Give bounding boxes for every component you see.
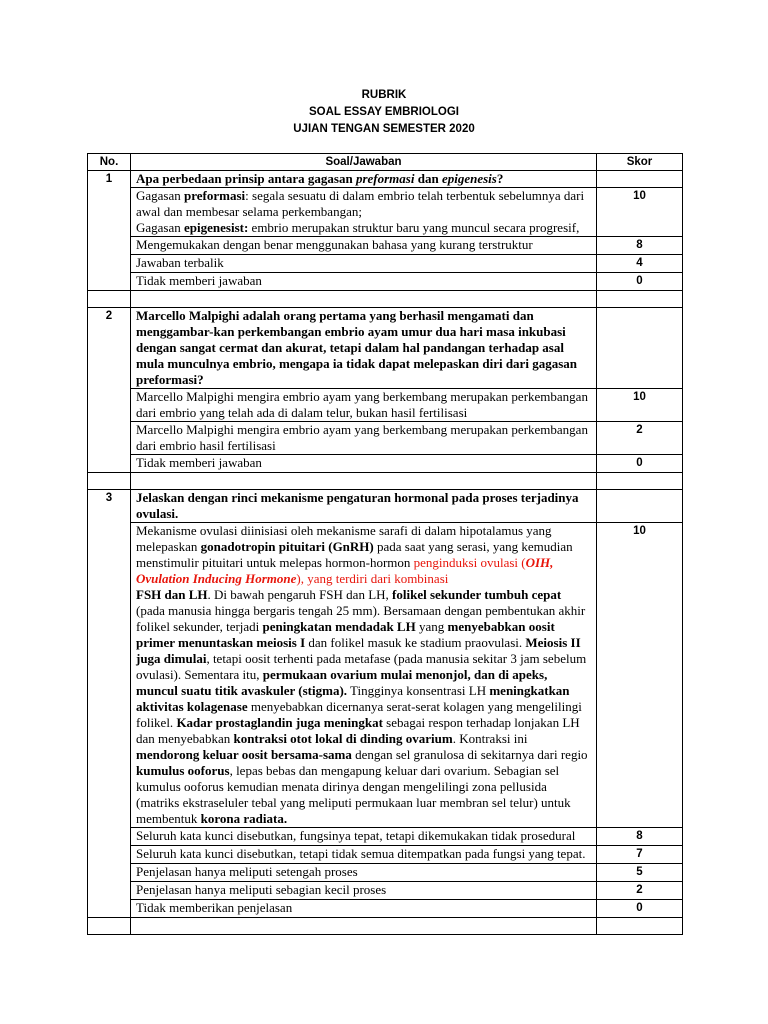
question-text: Apa perbedaan prinsip antara gagasan preformasi dan epigenesis? bbox=[131, 171, 597, 188]
answer-score: 0 bbox=[597, 455, 683, 473]
answer-row bbox=[88, 422, 683, 455]
answer-row bbox=[88, 523, 683, 828]
column-header-no: No. bbox=[88, 154, 131, 171]
question-row bbox=[88, 308, 683, 389]
answer-row bbox=[88, 273, 683, 291]
answer-row bbox=[88, 237, 683, 255]
table-header-row bbox=[88, 154, 683, 171]
answer-text: Mengemukakan dengan benar menggunakan bahasa yang kurang terstruktur bbox=[131, 237, 597, 255]
header-subtitle: SOAL ESSAY EMBRIOLOGI bbox=[309, 106, 459, 118]
column-header-skor: Skor bbox=[597, 154, 683, 171]
question-number: 2 bbox=[88, 308, 131, 473]
answer-text: Penjelasan hanya meliputi setengah proses bbox=[131, 864, 597, 882]
question-row bbox=[88, 490, 683, 523]
answer-text: Seluruh kata kunci disebutkan, tetapi tidak semua ditempatkan pada fungsi yang tepat. bbox=[131, 846, 597, 864]
answer-text: Tidak memberi jawaban bbox=[131, 273, 597, 291]
question-text: Jelaskan dengan rinci mekanisme pengaturan hormonal pada proses terjadinya ovulasi. bbox=[131, 490, 597, 523]
answer-score: 10 bbox=[597, 389, 683, 422]
answer-text: Penjelasan hanya meliputi sebagian kecil proses bbox=[131, 882, 597, 900]
answer-score: 4 bbox=[597, 255, 683, 273]
document-header bbox=[0, 87, 768, 138]
answer-row bbox=[88, 882, 683, 900]
answer-score: 10 bbox=[597, 523, 683, 828]
answer-row bbox=[88, 846, 683, 864]
answer-score: 0 bbox=[597, 273, 683, 291]
answer-score: 8 bbox=[597, 828, 683, 846]
question-text: Marcello Malpighi adalah orang pertama yang berhasil mengamati dan menggambar-kan perkembangan embrio ayam umur dua hari masa inkubasi dengan sangat cermat dan akurat, tetapi dalam hal pandangan terhadap asal mula munculnya embrio, mengapa ia tidak dapat melepaskan diri dari gagasan preformasi? bbox=[131, 308, 597, 389]
score-cell-empty bbox=[597, 171, 683, 188]
question-number: 1 bbox=[88, 171, 131, 291]
answer-text: Seluruh kata kunci disebutkan, fungsinya tepat, tetapi dikemukakan tidak prosedural bbox=[131, 828, 597, 846]
answer-score: 5 bbox=[597, 864, 683, 882]
header-title: RUBRIK bbox=[361, 89, 407, 101]
answer-row bbox=[88, 188, 683, 237]
rubric-table bbox=[87, 153, 683, 935]
answer-score: 7 bbox=[597, 846, 683, 864]
answer-row bbox=[88, 389, 683, 422]
answer-row bbox=[88, 255, 683, 273]
answer-text: Tidak memberikan penjelasan bbox=[131, 900, 597, 918]
answer-row bbox=[88, 900, 683, 918]
question-row bbox=[88, 171, 683, 188]
answer-row bbox=[88, 455, 683, 473]
answer-row bbox=[88, 828, 683, 846]
score-cell-empty bbox=[597, 490, 683, 523]
answer-text: Jawaban terbalik bbox=[131, 255, 597, 273]
answer-text: Gagasan preformasi: segala sesuatu di dalam embrio telah terbentuk sebelumnya dari awal dan membesar selama perkembangan; Gagasan epigenesist: embrio merupakan struktur baru yang muncul secara progresif, bbox=[131, 188, 597, 237]
answer-row bbox=[88, 864, 683, 882]
answer-text: Marcello Malpighi mengira embrio ayam yang berkembang merupakan perkembangan dari embrio yang telah ada di dalam telur, bukan hasil fertilisasi bbox=[131, 389, 597, 422]
answer-score: 2 bbox=[597, 882, 683, 900]
answer-score: 0 bbox=[597, 900, 683, 918]
answer-text: Tidak memberi jawaban bbox=[131, 455, 597, 473]
score-cell-empty bbox=[597, 308, 683, 389]
answer-score: 2 bbox=[597, 422, 683, 455]
spacer-row bbox=[88, 473, 683, 490]
answer-score: 8 bbox=[597, 237, 683, 255]
answer-text: Marcello Malpighi mengira embrio ayam yang berkembang merupakan perkembangan dari embrio hasil fertilisasi bbox=[131, 422, 597, 455]
answer-score: 10 bbox=[597, 188, 683, 237]
spacer-row bbox=[88, 918, 683, 935]
header-exam-name: UJIAN TENGAN SEMESTER 2020 bbox=[293, 123, 475, 135]
spacer-row bbox=[88, 291, 683, 308]
column-header-soal: Soal/Jawaban bbox=[131, 154, 597, 171]
question-number: 3 bbox=[88, 490, 131, 918]
answer-text: Mekanisme ovulasi diinisiasi oleh mekanisme sarafi di dalam hipotalamus yang melepaskan gonadotropin pituitari (GnRH) pada saat yang serasi, yang kemudian menstimulir pituitari untuk melepas hormon-hormon penginduksi ovulasi (OIH, Ovulation Inducing Hormone), yang terdiri dari kombinasi FSH dan LH. Di bawah pengaruh FSH dan LH, folikel sekunder tumbuh cepat (pada manusia hingga bergaris tengah 25 mm). Bersamaan dengan pembentukan akhir folikel sekunder, terjadi peningkatan mendadak LH yang menyebabkan oosit primer menuntaskan meiosis I dan folikel masuk ke stadium praovulasi. Meiosis II juga dimulai, tetapi oosit terhenti pada metafase (pada manusia sekitar 3 jam sebelum ovulasi). Sementara itu, permukaan ovarium mulai menonjol, dan di apeks, muncul suatu titik avaskuler (stigma). Tingginya konsentrasi LH meningkatkan aktivitas kolagenase menyebabkan dicernanya serat-serat kolagen yang mengelilingi folikel. Kadar prostaglandin juga meningkat sebagai respon terhadap lonjakan LH dan menyebabkan kontraksi otot lokal di dinding ovarium. Kontraksi ini mendorong keluar oosit bersama-sama dengan sel granulosa di sekitarnya dari regio kumulus ooforus, lepas bebas dan mengapung keluar dari ovarium. Sebagian sel kumulus ooforus kemudian menata dirinya dengan mengelilingi zona pellusida (matriks ekstraseluler tebal yang meliputi permukaan luar membran sel telur) untuk membentuk korona radiata. bbox=[131, 523, 597, 828]
